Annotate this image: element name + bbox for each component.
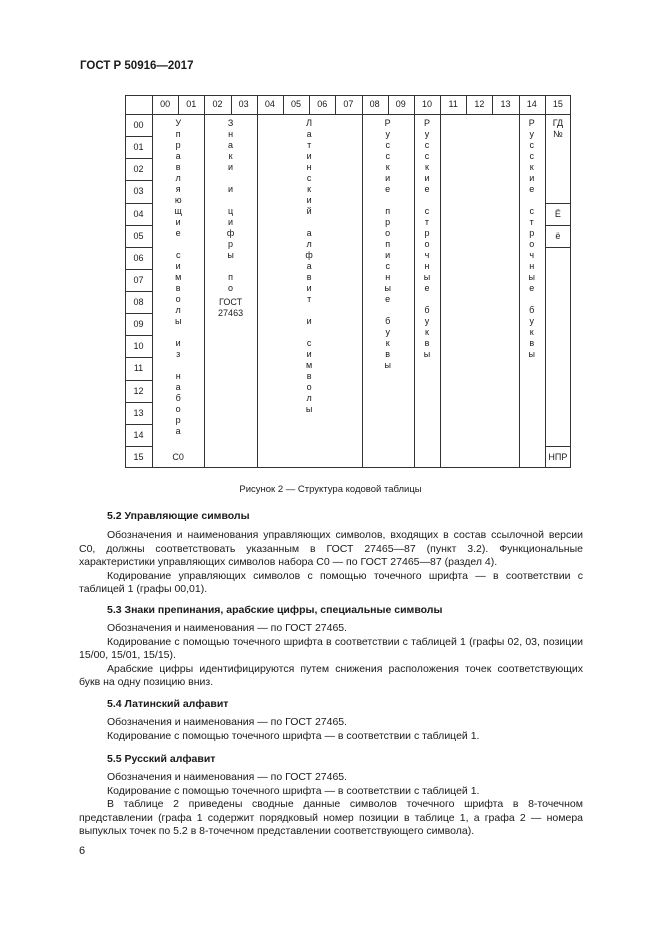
- block-punctuation: З н а к и и ц и ф р ы п о: [226, 118, 235, 293]
- row-header: 06: [133, 252, 144, 263]
- column-header: 02: [212, 99, 223, 109]
- row-line: [125, 247, 152, 248]
- col15-gd: ГД №: [552, 118, 564, 139]
- cell-line: [545, 225, 571, 226]
- row-header: 00: [133, 120, 144, 130]
- row-line: [125, 313, 152, 314]
- table-border-right: [570, 95, 571, 468]
- column-header: 06: [317, 99, 328, 109]
- document-header: ГОСТ Р 50916—2017: [80, 60, 194, 72]
- column-header: 04: [264, 99, 275, 109]
- row-header: 07: [133, 274, 144, 285]
- row-line: [125, 357, 152, 358]
- section-title-5-3: 5.3 Знаки препинания, арабские цифры, специальные символы: [107, 604, 443, 616]
- paragraph: В таблице 2 приведены сводные данные символов точечного шрифта в 8-точечном представлении (графа 1 содержит порядковый номер позиции в таблице 1, а графа 2 — номера выпуклых точек по 5.2 в 8-точечном представлении соответствующего символа).: [79, 798, 583, 837]
- paragraph: Обозначения и наименования управляющих символов, входящих в состав ссылочной версии С0, должны соответствовать указанным в ГОСТ 27465—87 (пункт 3.2). Функциональные характеристики управляющих символов набора С0 — по ГОСТ 27465—87 (раздел 4).: [79, 529, 583, 568]
- paragraph: Кодирование с помощью точечного шрифта — в соответствии с таблицей 1.: [107, 729, 480, 742]
- row-line: [125, 203, 152, 204]
- header-separator: [125, 114, 571, 115]
- column-header: 05: [291, 99, 302, 109]
- row-line: [125, 424, 152, 425]
- row-header: 09: [133, 319, 144, 330]
- col15-yo-upper: Ё: [554, 208, 561, 219]
- col15-npr: НПР: [548, 451, 568, 462]
- row-line: [125, 269, 152, 270]
- paragraph: Обозначения и наименования — по ГОСТ 27465.: [107, 622, 348, 634]
- block-russian-lower: Р у с с к и е с т р о ч н ы е б у к в ы: [423, 118, 431, 359]
- row-header: 01: [133, 142, 144, 153]
- cell-line: [545, 247, 571, 248]
- paragraph: Обозначения и наименования — по ГОСТ 27465.: [107, 716, 348, 728]
- column-header: 13: [500, 99, 511, 109]
- row-line: [125, 402, 152, 403]
- row-line: [125, 180, 152, 181]
- row-line: [125, 446, 152, 447]
- row-header: 11: [133, 363, 144, 374]
- col15-yo-lower: ё: [555, 230, 561, 241]
- figure-caption: Рисунок 2 — Структура кодовой таблицы: [239, 484, 422, 495]
- table-border-bottom: [125, 467, 571, 468]
- column-header: 11: [448, 99, 458, 109]
- paragraph: Кодирование с помощью точечного шрифта — в соответствии с таблицей 1.: [107, 784, 480, 797]
- row-header: 03: [133, 186, 144, 197]
- section-body-5-4: [79, 716, 583, 743]
- page-number: 6: [79, 845, 86, 857]
- cell-line: [545, 446, 571, 447]
- row-header: 15: [133, 451, 144, 462]
- cell-line: [545, 203, 571, 204]
- section-body-5-2: [79, 529, 583, 597]
- section-body-5-3: [79, 622, 583, 690]
- row-line: [125, 335, 152, 336]
- section-title-5-2: 5.2 Управляющие символы: [107, 510, 250, 522]
- block-punctuation-gost: ГОСТ 27463: [218, 297, 244, 319]
- paragraph: Кодирование управляющих символов с помощью точечного шрифта — в соответствии с таблицей 1 (графы 00,01).: [79, 569, 583, 595]
- block-control-c0: С0: [172, 451, 184, 462]
- code-table: [125, 95, 571, 468]
- table-border-top: [125, 95, 571, 96]
- block-separator: [440, 114, 441, 468]
- column-header: 08: [369, 99, 380, 109]
- paragraph: Обозначения и наименования — по ГОСТ 27465.: [107, 771, 348, 783]
- section-body-5-5: [79, 771, 583, 839]
- column-header: 09: [395, 99, 406, 109]
- row-header: 12: [133, 385, 144, 396]
- row-line: [125, 136, 152, 137]
- block-russian-upper: Р у с с к и е п р о п и с н ы е б у к в ы: [384, 118, 391, 370]
- column-header: 10: [421, 99, 432, 109]
- row-line: [125, 225, 152, 226]
- row-line: [125, 380, 152, 381]
- row-header: 13: [133, 407, 144, 418]
- block-latin: Л а т и н с к и й а л ф а в и т и с и м в о л ы: [305, 118, 313, 414]
- column-header: 07: [343, 99, 354, 109]
- section-title-5-4: 5.4 Латинский алфавит: [107, 698, 229, 710]
- paragraph: Кодирование с помощью точечного шрифта в соответствии с таблицей 1 (графы 02, 03, позиции 15/00, 15/01, 15/15).: [79, 635, 583, 661]
- block-separator: [545, 114, 546, 468]
- paragraph: Арабские цифры идентифицируются путем снижения расположения точек соответствующих букв на одну позицию вниз.: [79, 662, 583, 688]
- column-header: 00: [160, 99, 171, 109]
- block-control-chars: У п р а в л я ю щ и е с и м в о л ы и з н а б о р а: [174, 118, 182, 436]
- section-title-5-5: 5.5 Русский алфавит: [107, 753, 216, 765]
- row-header: 10: [133, 341, 144, 352]
- row-header: 08: [133, 297, 144, 307]
- row-header: 05: [133, 230, 144, 241]
- column-header: 14: [526, 99, 537, 109]
- block-russian-lower-2: Р у с с к и е с т р о ч н ы е б у к в ы: [528, 118, 535, 359]
- row-header: 04: [133, 208, 144, 219]
- column-header: 15: [552, 99, 563, 109]
- column-header: 03: [238, 99, 249, 109]
- row-header: 02: [133, 164, 144, 175]
- row-line: [125, 291, 152, 292]
- column-header: 12: [474, 99, 485, 109]
- row-header: 14: [133, 429, 144, 440]
- column-header: 01: [186, 99, 197, 109]
- row-line: [125, 158, 152, 159]
